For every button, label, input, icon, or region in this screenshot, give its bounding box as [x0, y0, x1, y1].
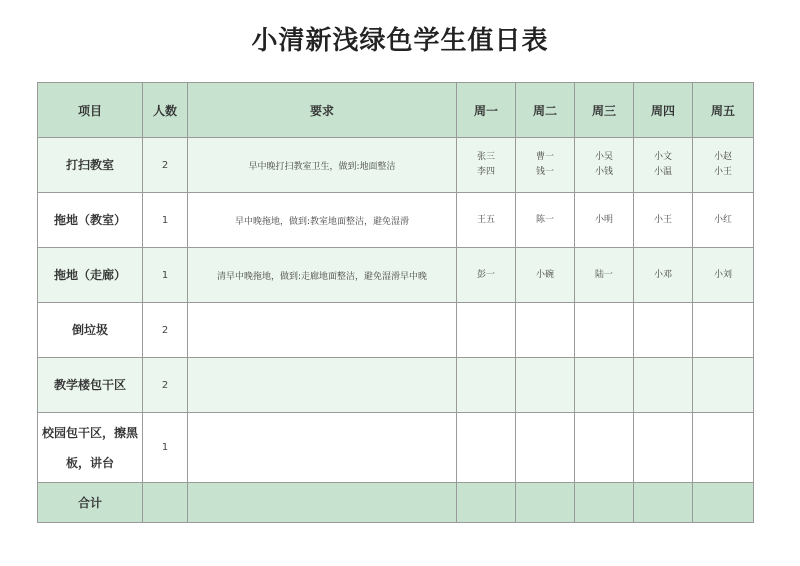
- duty-cell-monday: [457, 358, 516, 413]
- student-name: 陆一: [594, 269, 613, 280]
- row-requirement: 清早中晚拖地，做到:走廊地面整洁，避免湿滑早中晚: [188, 248, 457, 303]
- student-name: 小碗: [535, 269, 554, 280]
- duty-cell-wednesday: [575, 358, 634, 413]
- duty-cell-thursday: [634, 138, 693, 193]
- duty-cell-tuesday: [516, 358, 575, 413]
- duty-cell-tuesday: [516, 248, 575, 303]
- duty-cell-tuesday: [516, 413, 575, 483]
- header-tuesday: 周二: [516, 83, 575, 138]
- duty-cell-friday: [693, 193, 754, 248]
- duty-cell-thursday: [634, 303, 693, 358]
- total-wednesday: [575, 483, 634, 523]
- row-requirement: [188, 413, 457, 483]
- row-count: 2: [143, 358, 188, 413]
- duty-cell-thursday: [634, 413, 693, 483]
- row-requirement: 早中晚拖地，做到:教室地面整洁，避免湿滑: [188, 193, 457, 248]
- total-count: [143, 483, 188, 523]
- total-label: 合计: [38, 483, 143, 523]
- duty-cell-thursday: [634, 248, 693, 303]
- row-item: 教学楼包干区: [38, 358, 143, 413]
- total-thursday: [634, 483, 693, 523]
- student-name: 小明: [594, 214, 613, 225]
- total-friday: [693, 483, 754, 523]
- header-requirement: 要求: [188, 83, 457, 138]
- student-name: 小王: [653, 214, 672, 225]
- student-name: 小吴: [594, 152, 613, 162]
- row-requirement: 早中晚打扫教室卫生，做到:地面整洁: [188, 138, 457, 193]
- table-row: [38, 138, 754, 193]
- student-name: 小刘: [713, 269, 732, 280]
- row-item: 打扫教室: [38, 138, 143, 193]
- header-count: 人数: [143, 83, 188, 138]
- student-name: 李四: [476, 167, 495, 177]
- duty-cell-monday: [457, 413, 516, 483]
- duty-cell-thursday: [634, 358, 693, 413]
- student-name: 曹一: [535, 152, 554, 162]
- student-name: 小邓: [653, 269, 672, 280]
- total-tuesday: [516, 483, 575, 523]
- table-row: [38, 358, 754, 413]
- total-requirement: [188, 483, 457, 523]
- table-row: [38, 248, 754, 303]
- student-name: 小王: [713, 167, 732, 177]
- duty-cell-thursday: [634, 193, 693, 248]
- row-requirement: [188, 303, 457, 358]
- duty-cell-friday: [693, 303, 754, 358]
- student-name: 彭一: [476, 269, 495, 280]
- row-count: 2: [143, 138, 188, 193]
- row-item: 拖地（教室）: [38, 193, 143, 248]
- student-name: 小温: [653, 167, 672, 177]
- row-requirement: [188, 358, 457, 413]
- duty-cell-tuesday: [516, 138, 575, 193]
- duty-cell-monday: [457, 193, 516, 248]
- duty-cell-wednesday: [575, 413, 634, 483]
- header-thursday: 周四: [634, 83, 693, 138]
- row-count: 2: [143, 303, 188, 358]
- table-row: [38, 303, 754, 358]
- row-count: 1: [143, 413, 188, 483]
- header-row: [38, 83, 754, 138]
- row-count: 1: [143, 248, 188, 303]
- total-row: [38, 483, 754, 523]
- duty-cell-friday: [693, 358, 754, 413]
- duty-cell-monday: [457, 138, 516, 193]
- duty-cell-wednesday: [575, 303, 634, 358]
- duty-cell-friday: [693, 248, 754, 303]
- table-row: [38, 193, 754, 248]
- duty-cell-wednesday: [575, 138, 634, 193]
- header-friday: 周五: [693, 83, 754, 138]
- row-item: 倒垃圾: [38, 303, 143, 358]
- row-item-line: 板，讲台: [65, 455, 114, 470]
- duty-cell-friday: [693, 138, 754, 193]
- header-wednesday: 周三: [575, 83, 634, 138]
- student-name: 钱一: [535, 167, 554, 177]
- student-name: 小文: [653, 152, 672, 162]
- student-name: 王五: [476, 214, 495, 225]
- duty-cell-wednesday: [575, 248, 634, 303]
- row-item-line: 校园包干区，擦黑: [42, 425, 139, 440]
- student-name: 小赵: [713, 152, 732, 162]
- duty-cell-wednesday: [575, 193, 634, 248]
- duty-table: [37, 82, 754, 523]
- header-item: 项目: [38, 83, 143, 138]
- duty-cell-tuesday: [516, 303, 575, 358]
- row-item: [38, 413, 143, 483]
- duty-cell-monday: [457, 248, 516, 303]
- page-title: 小清新浅绿色学生值日表: [251, 26, 549, 56]
- student-name: 小钱: [594, 167, 613, 177]
- student-name: 陈一: [535, 214, 554, 225]
- student-name: 小红: [713, 214, 732, 225]
- student-name: 张三: [476, 152, 495, 162]
- row-item: 拖地（走廊）: [38, 248, 143, 303]
- duty-cell-monday: [457, 303, 516, 358]
- duty-cell-friday: [693, 413, 754, 483]
- row-count: 1: [143, 193, 188, 248]
- header-monday: 周一: [457, 83, 516, 138]
- table-row: [38, 413, 754, 483]
- total-monday: [457, 483, 516, 523]
- duty-cell-tuesday: [516, 193, 575, 248]
